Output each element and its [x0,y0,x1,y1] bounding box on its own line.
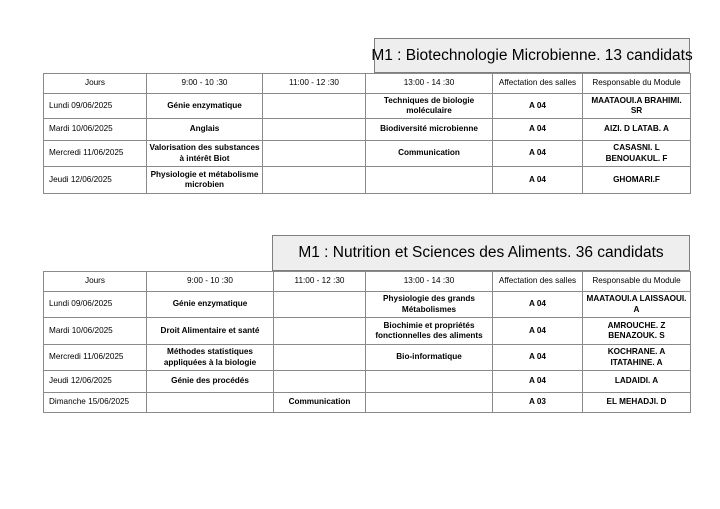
table-row [44,371,691,393]
module-cell-afternoon: Physiologie des grands Métabolismes [366,292,493,318]
module-cell-midday [263,167,366,194]
module-cell-afternoon: Communication [366,141,493,167]
header-responsable: Responsable du Module [583,272,691,292]
header-responsable: Responsable du Module [583,74,691,94]
responsable-cell: MAATAOUI.A BRAHIMI. SR [583,94,691,119]
module-cell-midday: Communication [274,393,366,413]
table-row [44,292,691,318]
table-header-row [44,74,691,94]
module-cell-morning: Anglais [147,119,263,141]
table-header-row [44,272,691,292]
module-cell-afternoon: Biodiversité microbienne [366,119,493,141]
header-salles: Affectation des salles [493,272,583,292]
header-salles: Affectation des salles [493,74,583,94]
module-cell-midday [274,318,366,345]
table-row [44,318,691,345]
module-cell-afternoon [366,371,493,393]
section1-title: M1 : Biotechnologie Microbienne. 13 candidats [374,38,690,73]
header-slot-afternoon: 13:00 - 14 :30 [366,74,493,94]
module-cell-morning: Méthodes statistiques appliquées à la biologie [147,345,274,371]
module-cell-morning: Valorisation des substances à intérêt Biot [147,141,263,167]
room-cell: A 04 [493,119,583,141]
room-cell: A 04 [493,141,583,167]
day-cell: Jeudi 12/06/2025 [44,371,147,393]
day-cell: Mardi 10/06/2025 [44,119,147,141]
module-cell-midday [274,292,366,318]
module-cell-midday [274,345,366,371]
module-cell-morning: Génie enzymatique [147,292,274,318]
day-cell: Dimanche 15/06/2025 [44,393,147,413]
module-cell-afternoon: Bio-informatique [366,345,493,371]
responsable-cell: AIZI. D LATAB. A [583,119,691,141]
table-row [44,141,691,167]
section2-title: M1 : Nutrition et Sciences des Aliments. 36 candidats [272,235,690,271]
room-cell: A 03 [493,393,583,413]
responsable-cell: AMROUCHE. Z BENAZOUK. S [583,318,691,345]
module-cell-midday [274,371,366,393]
module-cell-morning: Droit Alimentaire et santé [147,318,274,345]
table-row [44,119,691,141]
module-cell-afternoon: Techniques de biologie moléculaire [366,94,493,119]
room-cell: A 04 [493,345,583,371]
header-slot-morning: 9:00 - 10 :30 [147,74,263,94]
responsable-cell: GHOMARI.F [583,167,691,194]
header-jours: Jours [44,272,147,292]
header-slot-afternoon: 13:00 - 14 :30 [366,272,493,292]
header-jours: Jours [44,74,147,94]
room-cell: A 04 [493,167,583,194]
table-row [44,94,691,119]
module-cell-midday [263,94,366,119]
room-cell: A 04 [493,94,583,119]
header-slot-midday: 11:00 - 12 :30 [263,74,366,94]
module-cell-afternoon [366,393,493,413]
day-cell: Mercredi 11/06/2025 [44,141,147,167]
schedule-table-biotechnologie [43,73,691,194]
table-row [44,393,691,413]
module-cell-midday [263,141,366,167]
module-cell-midday [263,119,366,141]
responsable-cell: CASASNI. L BENOUAKUL. F [583,141,691,167]
module-cell-morning: Génie enzymatique [147,94,263,119]
room-cell: A 04 [493,371,583,393]
module-cell-afternoon: Biochimie et propriétés fonctionnelles des aliments [366,318,493,345]
table-row [44,345,691,371]
room-cell: A 04 [493,292,583,318]
responsable-cell: KOCHRANE. A ITATAHINE. A [583,345,691,371]
module-cell-morning: Génie des procédés [147,371,274,393]
day-cell: Mercredi 11/06/2025 [44,345,147,371]
header-slot-midday: 11:00 - 12 :30 [274,272,366,292]
day-cell: Lundi 09/06/2025 [44,94,147,119]
responsable-cell: MAATAOUI.A LAISSAOUI. A [583,292,691,318]
module-cell-morning: Physiologie et métabolisme microbien [147,167,263,194]
module-cell-afternoon [366,167,493,194]
header-slot-morning: 9:00 - 10 :30 [147,272,274,292]
day-cell: Jeudi 12/06/2025 [44,167,147,194]
responsable-cell: LADAIDI. A [583,371,691,393]
module-cell-morning [147,393,274,413]
schedule-table-nutrition [43,271,691,413]
room-cell: A 04 [493,318,583,345]
table-row [44,167,691,194]
day-cell: Mardi 10/06/2025 [44,318,147,345]
day-cell: Lundi 09/06/2025 [44,292,147,318]
responsable-cell: EL MEHADJI. D [583,393,691,413]
